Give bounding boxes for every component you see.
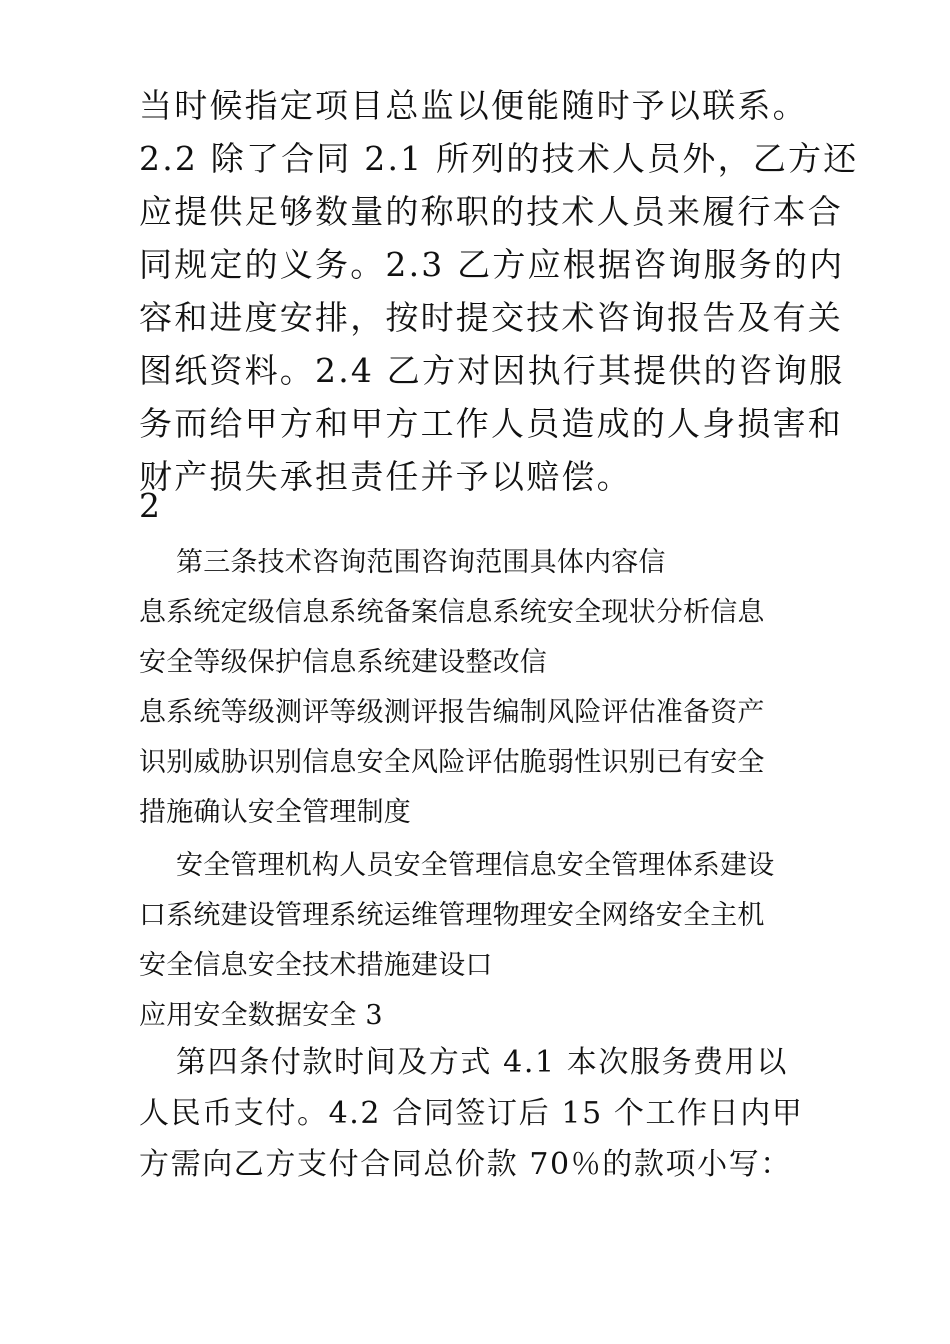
text-line: 务而给甲方和甲方工作人员造成的人身损害和	[139, 404, 843, 443]
text-line: 当时候指定项目总监以便能随时予以联系。	[139, 86, 808, 125]
text-line: 息系统定级信息系统备案信息系统安全现状分析信息	[139, 597, 765, 628]
text-line: 第四条付款时间及方式 4.1 本次服务费用以	[176, 1045, 788, 1080]
text-line: 方需向乙方支付合同总价款 70％的款项小写：	[139, 1147, 792, 1182]
text-line: 同规定的义务。2.3 乙方应根据咨询服务的内	[139, 245, 845, 284]
page-number: 2	[139, 486, 163, 525]
text-line: 应提供足够数量的称职的技术人员来履行本合	[139, 192, 843, 231]
text-line: 容和进度安排，按时提交技术咨询报告及有关	[139, 298, 843, 337]
text-line: 应用安全数据安全 3	[139, 1000, 383, 1031]
text-line: 人民币支付。4.2 合同签订后 15 个工作日内甲	[139, 1096, 804, 1131]
text-line: 图纸资料。2.4 乙方对因执行其提供的咨询服	[139, 351, 845, 390]
text-line: 安全管理机构人员安全管理信息安全管理体系建设	[176, 850, 775, 881]
text-line: 安全信息安全技术措施建设口	[139, 950, 493, 981]
text-line: 措施确认安全管理制度	[139, 797, 411, 828]
text-line: 财产损失承担责任并予以赔偿。	[139, 457, 632, 496]
text-line: 识别威胁识别信息安全风险评估脆弱性识别已有安全	[139, 747, 765, 778]
text-line: 息系统等级测评等级测评报告编制风险评估准备资产	[139, 697, 765, 728]
text-line: 安全等级保护信息系统建设整改信	[139, 647, 547, 678]
text-line: 2.2 除了合同 2.1 所列的技术人员外，乙方还	[139, 139, 859, 178]
text-line: 第三条技术咨询范围咨询范围具体内容信	[176, 547, 666, 578]
text-line: 口系统建设管理系统运维管理物理安全网络安全主机	[139, 900, 765, 931]
